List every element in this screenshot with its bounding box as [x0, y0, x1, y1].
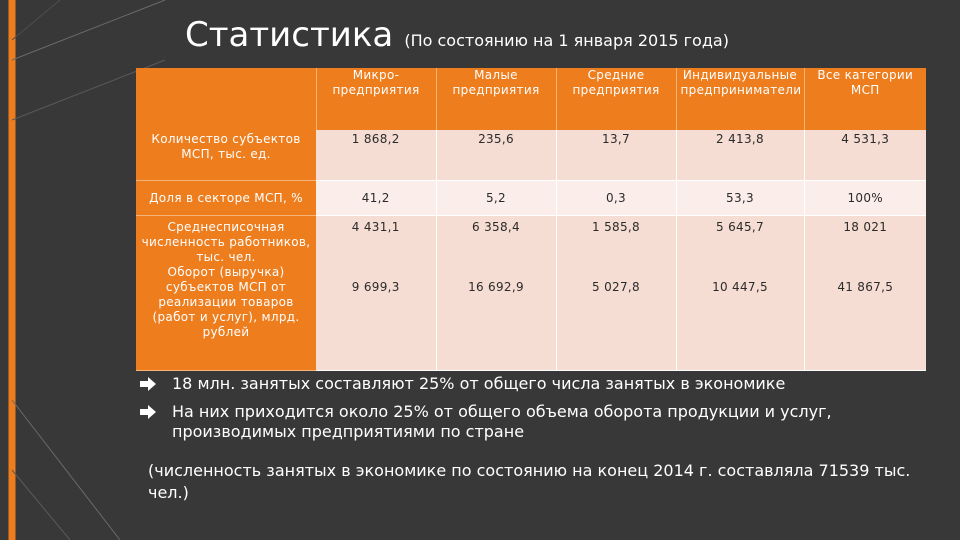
arrow-bullet-icon: [140, 377, 156, 391]
table-cell: 13,7: [556, 130, 676, 181]
table-cell: 5 645,7: [716, 220, 764, 234]
row-label-merged: [136, 216, 316, 371]
title-main: Статистика: [185, 15, 394, 55]
table-cell: 10 447,5: [712, 280, 768, 294]
header-micro: Микро-предприятия: [316, 68, 436, 130]
table-cell-merged: [316, 216, 436, 371]
table-cell: 9 699,3: [351, 280, 400, 294]
table-cell: 2 413,8: [676, 130, 804, 181]
title-subtitle: (По состоянию на 1 января 2015 года): [404, 31, 729, 50]
table-corner-cell: [136, 68, 316, 130]
table-row: [136, 130, 926, 181]
table-cell: 18 021: [843, 220, 888, 234]
row-label-employees: Среднесписочная численность работников, тыс. чел.: [141, 220, 311, 264]
table-row: [136, 181, 926, 216]
statistics-table: [136, 68, 926, 371]
row-label-count: Количество субъектов МСП, тыс. ед.: [136, 130, 316, 181]
table-cell: 6 358,4: [472, 220, 520, 234]
table-cell: 53,3: [676, 181, 804, 216]
table-row: [136, 216, 926, 371]
table-cell: 16 692,9: [468, 280, 524, 294]
arrow-bullet-icon: [140, 405, 156, 419]
header-small: Малые предприятия: [436, 68, 556, 130]
table-header-row: [136, 68, 926, 130]
footnote: (численность занятых в экономике по состоянию на конец 2014 г. составляла 71539 тыс. чел.): [148, 461, 911, 502]
row-label-share: Доля в секторе МСП, %: [136, 181, 316, 216]
table-cell: 4 431,1: [351, 220, 400, 234]
header-all: Все категории МСП: [804, 68, 926, 130]
table-cell: 5,2: [436, 181, 556, 216]
table-cell-merged: [804, 216, 926, 371]
table-cell: 100%: [804, 181, 926, 216]
header-individual: Индивидуальные предприниматели: [676, 68, 804, 130]
table-cell: 235,6: [436, 130, 556, 181]
table-cell: 41,2: [316, 181, 436, 216]
table-cell: 41 867,5: [837, 280, 894, 294]
header-medium: Средние предприятия: [556, 68, 676, 130]
row-label-turnover: Оборот (выручка) субъектов МСП от реализации товаров (работ и услуг), млрд. рублей: [152, 265, 300, 339]
table-cell: 1 585,8: [592, 220, 640, 234]
bullet-list: [140, 374, 930, 450]
slide-title: [185, 15, 729, 55]
table-cell-merged: [556, 216, 676, 371]
table-cell: 4 531,3: [804, 130, 926, 181]
bullet-text: На них приходится около 25% от общего объема оборота продукции и услуг, производимых предприятиями по стране: [172, 402, 832, 441]
table-cell: 0,3: [556, 181, 676, 216]
table-cell: 5 027,8: [592, 280, 640, 294]
table-cell-merged: [676, 216, 804, 371]
bullet-item: [140, 402, 930, 442]
bullet-item: [140, 374, 930, 394]
table-cell-merged: [436, 216, 556, 371]
table-cell: 1 868,2: [316, 130, 436, 181]
bullet-text: 18 млн. занятых составляют 25% от общего числа занятых в экономике: [172, 374, 786, 393]
